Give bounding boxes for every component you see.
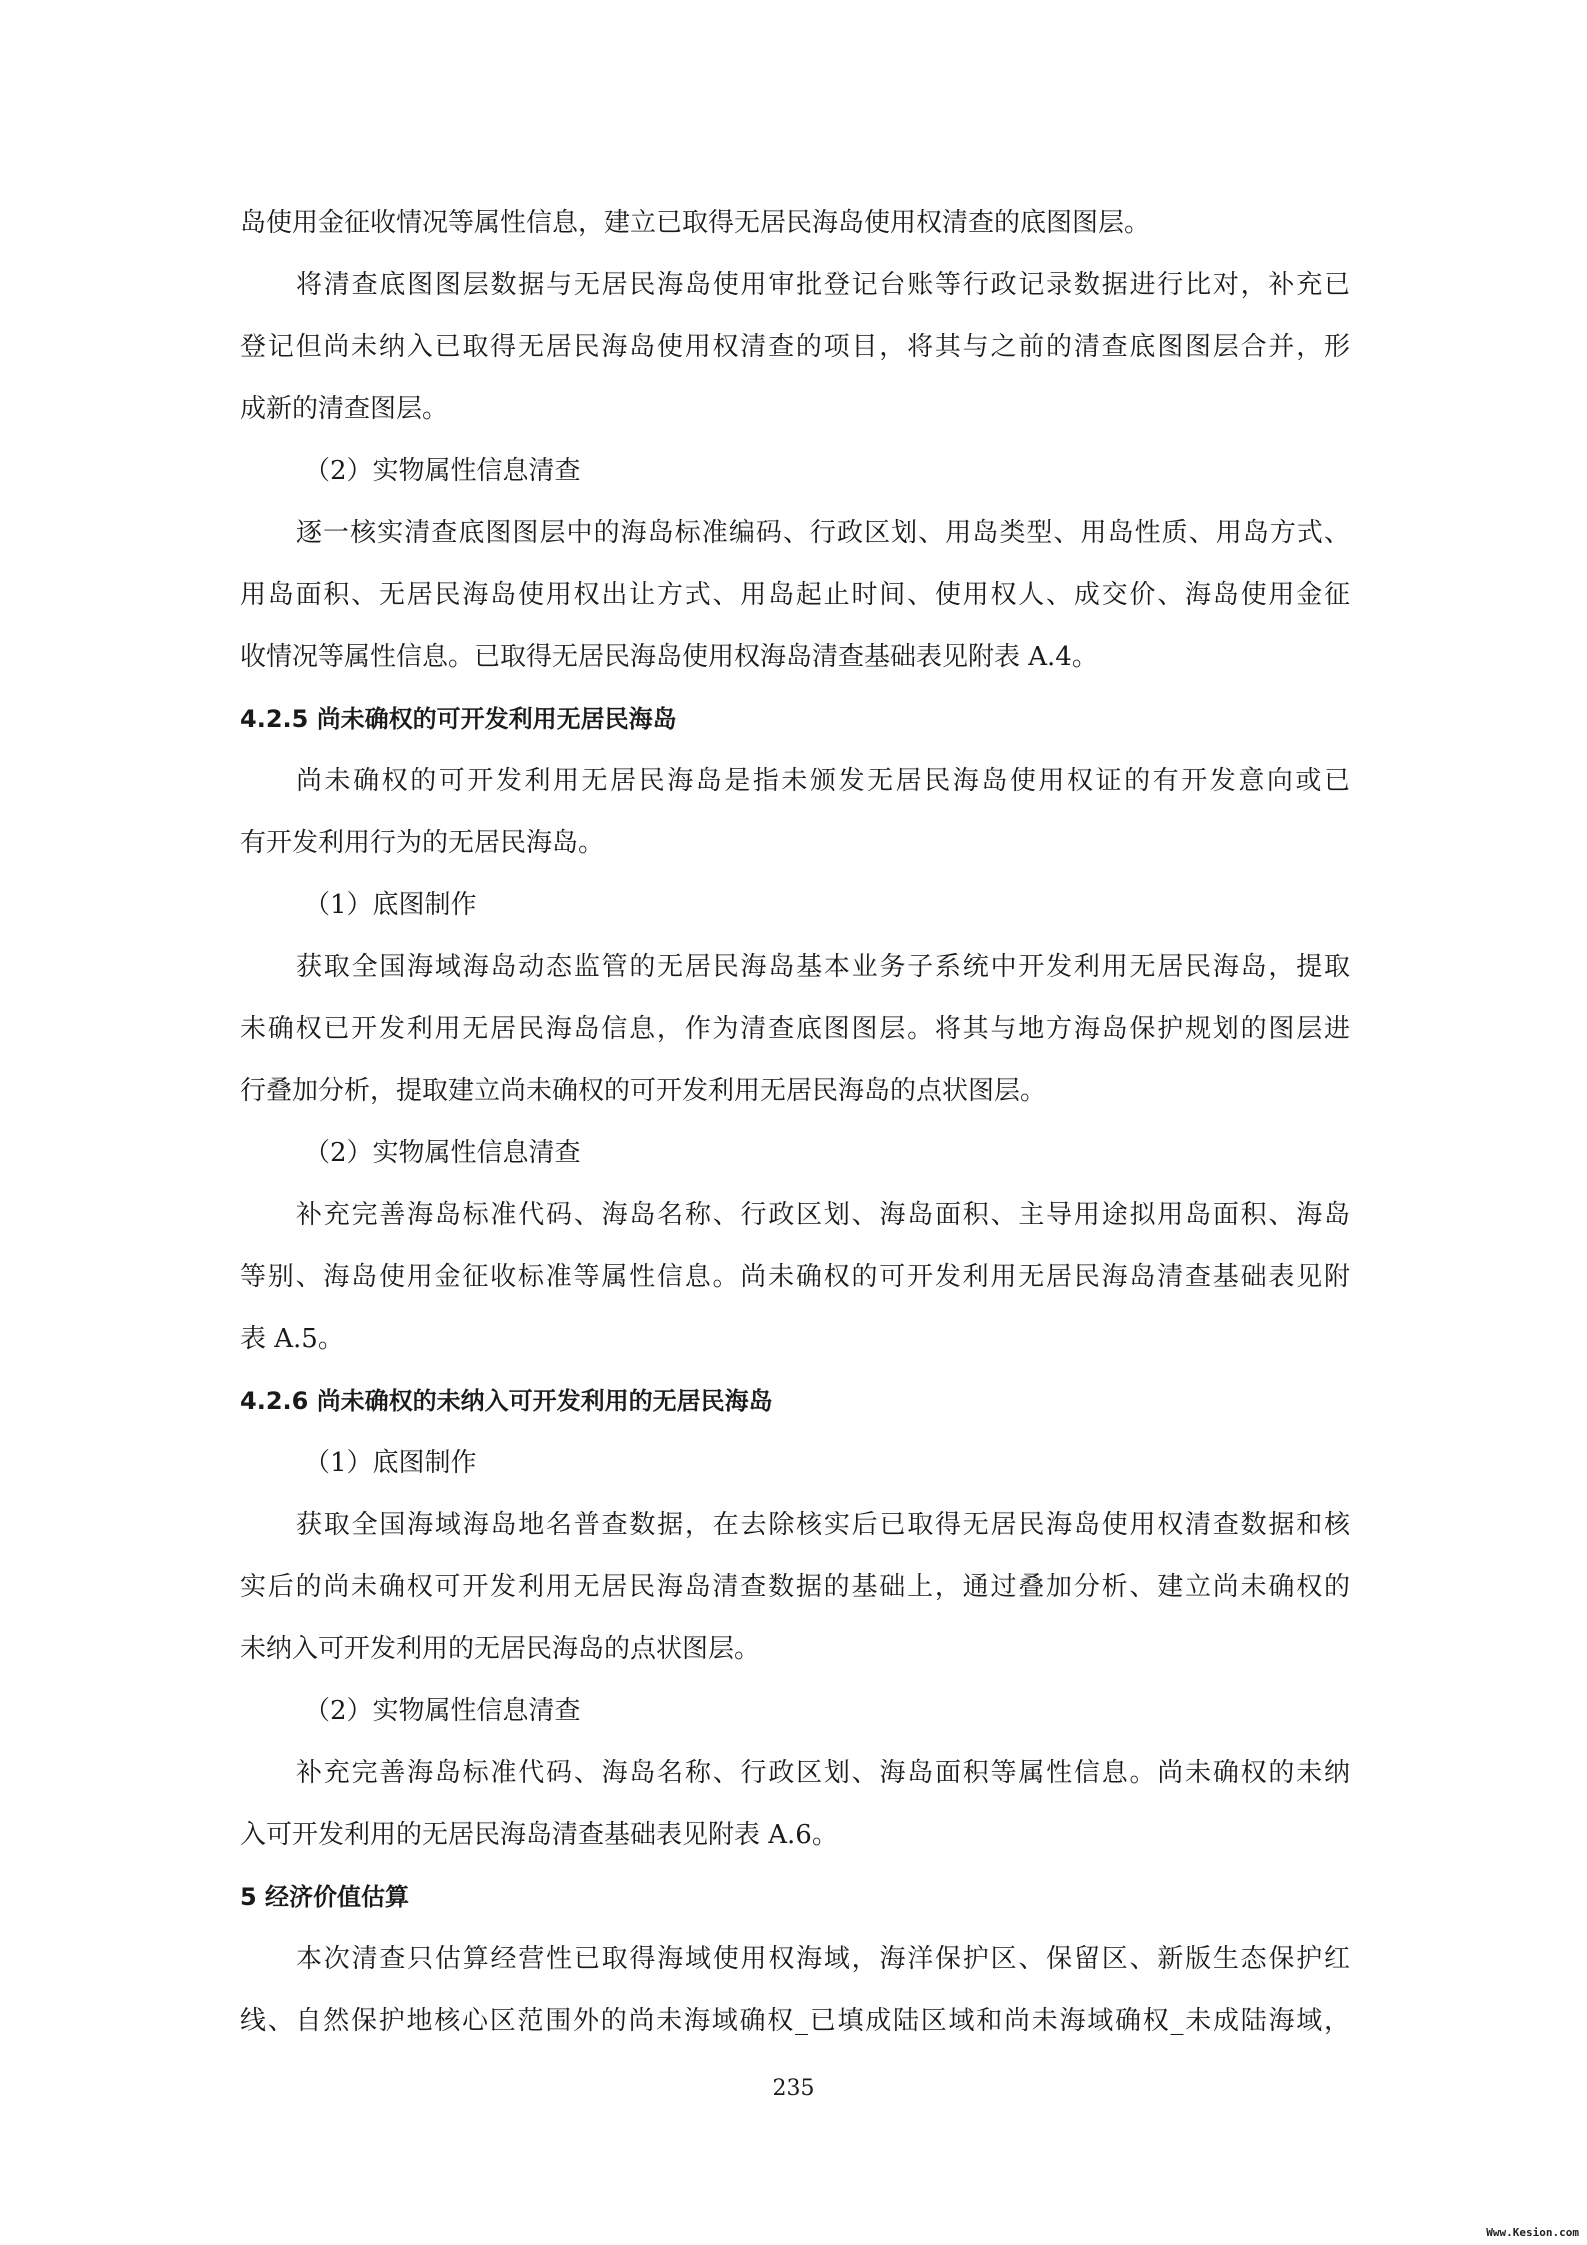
paragraph-line: 有开发利用行为的无居民海岛。	[240, 828, 605, 858]
paragraph-line: 实后的尚未确权可开发利用无居民海岛清查数据的基础上，通过叠加分析、建立尚未确权的	[240, 1572, 1350, 1602]
watermark: Www.Kesion.com	[1486, 2226, 1579, 2239]
section-heading-4-2-5: 4.2.5 尚未确权的可开发利用无居民海岛	[240, 705, 677, 733]
paragraph-line: 尚未确权的可开发利用无居民海岛是指未颁发无居民海岛使用权证的有开发意向或已	[296, 766, 1350, 796]
subsection-title: （2）实物属性信息清查	[304, 1138, 581, 1168]
paragraph-line: 成新的清查图层。	[240, 394, 449, 424]
paragraph-line: 登记但尚未纳入已取得无居民海岛使用权清查的项目，将其与之前的清查底图图层合并，形	[240, 332, 1350, 362]
paragraph-line: 补充完善海岛标准代码、海岛名称、行政区划、海岛面积等属性信息。尚未确权的未纳	[296, 1758, 1350, 1788]
page-number: 235	[772, 2076, 815, 2101]
paragraph-line: 表 A.5。	[240, 1324, 344, 1354]
paragraph-line: 收情况等属性信息。已取得无居民海岛使用权海岛清查基础表见附表 A.4。	[240, 642, 1098, 672]
paragraph-line: 获取全国海域海岛地名普查数据，在去除核实后已取得无居民海岛使用权清查数据和核	[296, 1510, 1350, 1540]
paragraph-line: 未纳入可开发利用的无居民海岛的点状图层。	[240, 1634, 761, 1664]
paragraph-line: 等别、海岛使用金征收标准等属性信息。尚未确权的可开发利用无居民海岛清查基础表见附	[240, 1262, 1350, 1292]
paragraph-line: 逐一核实清查底图图层中的海岛标准编码、行政区划、用岛类型、用岛性质、用岛方式、	[296, 518, 1350, 548]
paragraph-line: 本次清查只估算经营性已取得海域使用权海域，海洋保护区、保留区、新版生态保护红	[296, 1944, 1350, 1974]
paragraph-line: 将清查底图图层数据与无居民海岛使用审批登记台账等行政记录数据进行比对，补充已	[296, 270, 1350, 300]
section-heading-5: 5 经济价值估算	[240, 1883, 410, 1911]
paragraph-line: 线、自然保护地核心区范围外的尚未海域确权_已填成陆区域和尚未海域确权_未成陆海域，	[240, 2006, 1350, 2036]
subsection-title: （2）实物属性信息清查	[304, 1696, 581, 1726]
paragraph-line: 获取全国海域海岛动态监管的无居民海岛基本业务子系统中开发利用无居民海岛，提取	[296, 952, 1350, 982]
paragraph-line: 用岛面积、无居民海岛使用权出让方式、用岛起止时间、使用权人、成交价、海岛使用金征	[240, 580, 1350, 610]
paragraph-line: 补充完善海岛标准代码、海岛名称、行政区划、海岛面积、主导用途拟用岛面积、海岛	[296, 1200, 1350, 1230]
subsection-title: （1）底图制作	[304, 1448, 477, 1478]
paragraph-line: 岛使用金征收情况等属性信息，建立已取得无居民海岛使用权清查的底图图层。	[240, 208, 1151, 238]
paragraph-line: 入可开发利用的无居民海岛清查基础表见附表 A.6。	[240, 1820, 838, 1850]
body-text	[240, 192, 1350, 2052]
subsection-title: （1）底图制作	[304, 890, 477, 920]
paragraph-line: 未确权已开发利用无居民海岛信息，作为清查底图图层。将其与地方海岛保护规划的图层进	[240, 1014, 1350, 1044]
section-heading-4-2-6: 4.2.6 尚未确权的未纳入可开发利用的无居民海岛	[240, 1387, 773, 1415]
subsection-title: （2）实物属性信息清查	[304, 456, 581, 486]
paragraph-line: 行叠加分析，提取建立尚未确权的可开发利用无居民海岛的点状图层。	[240, 1076, 1047, 1106]
